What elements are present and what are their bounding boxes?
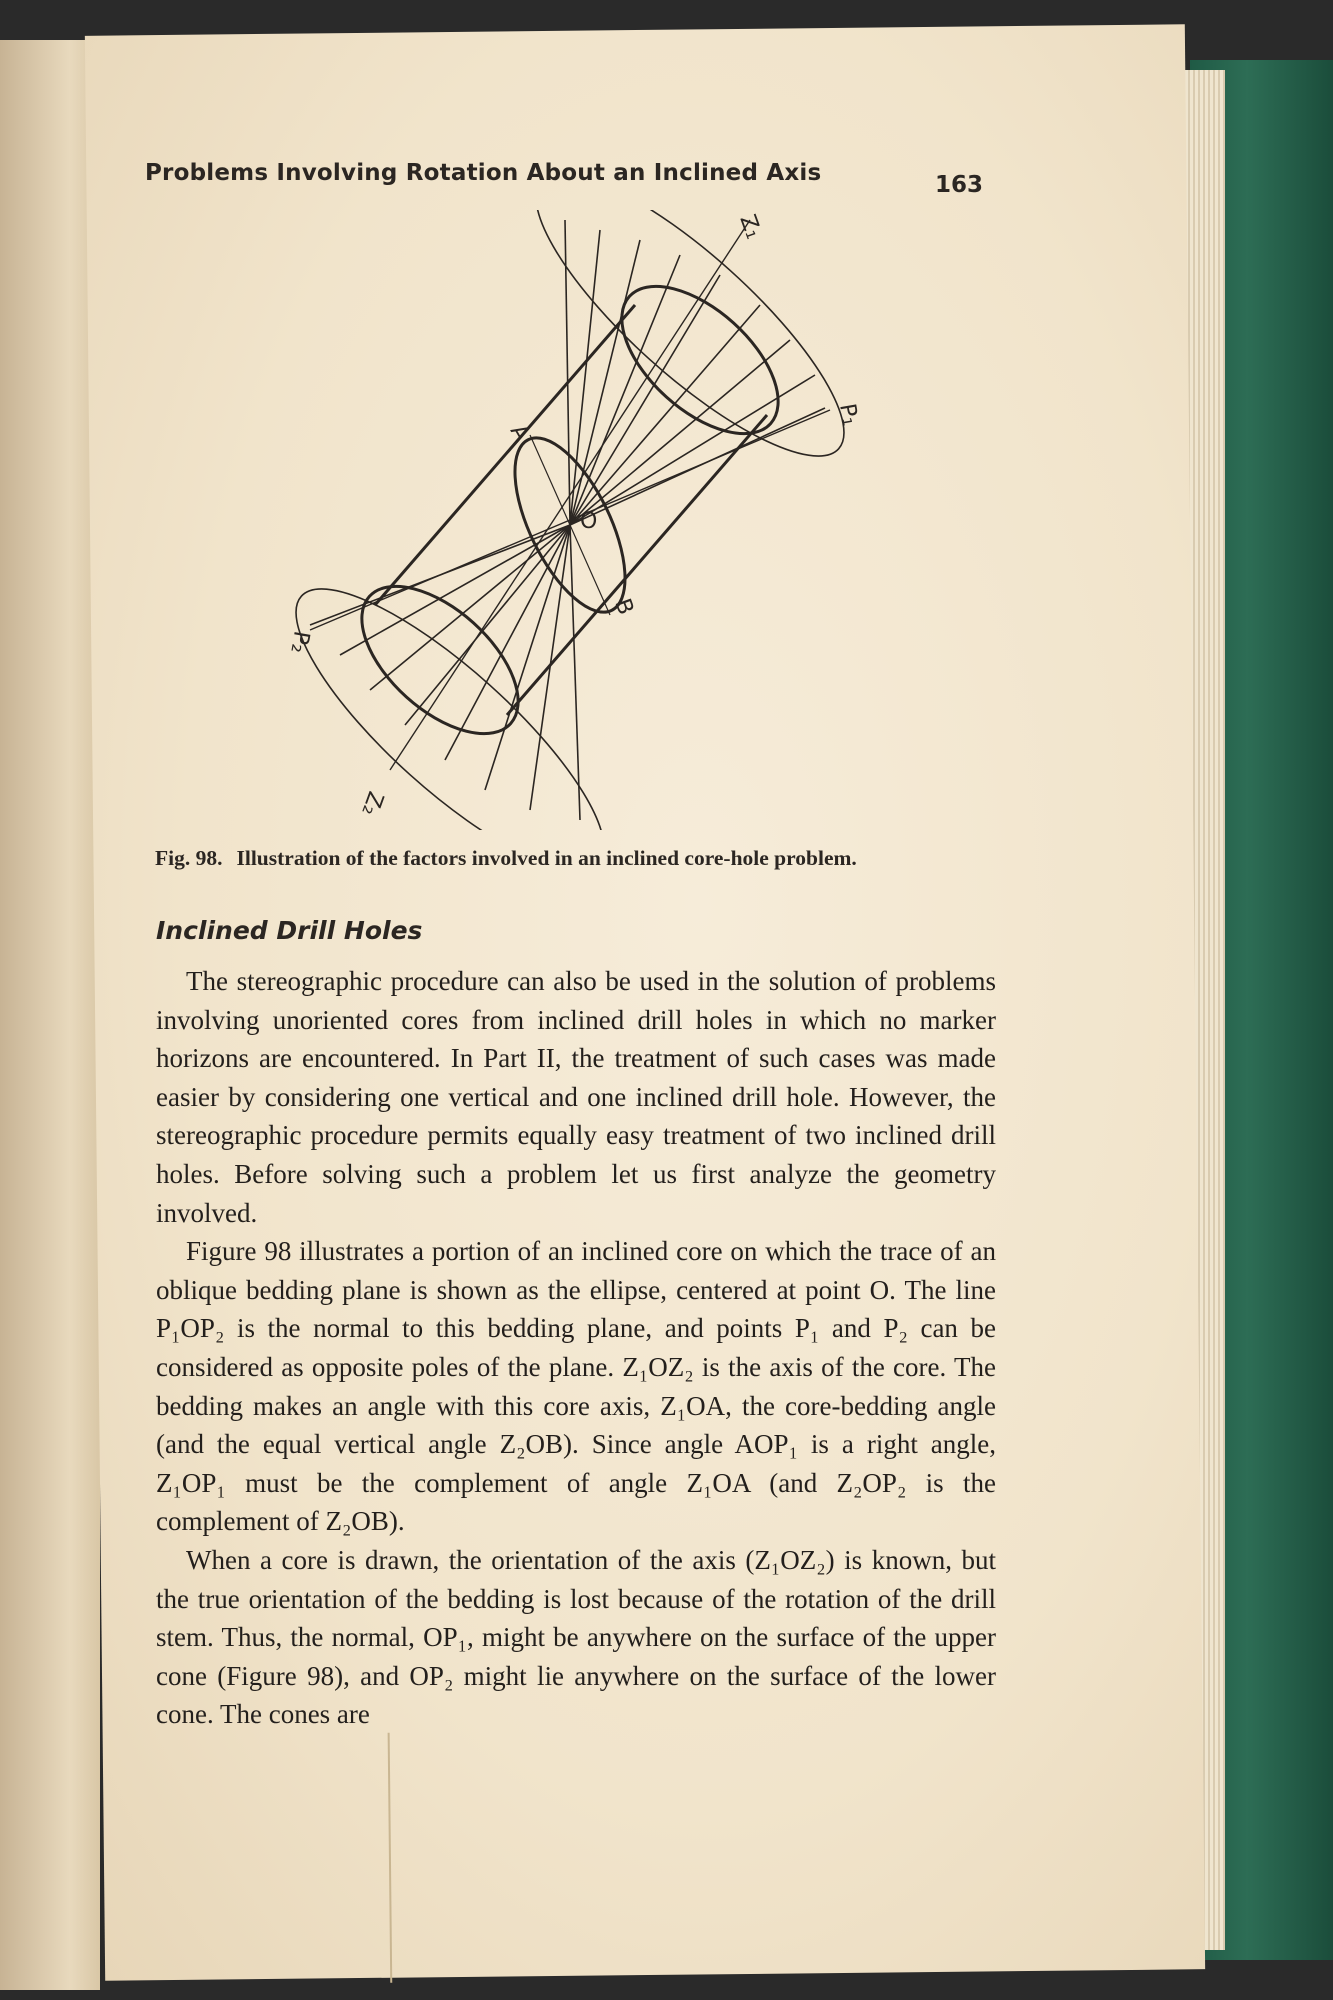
caption-text: Illustration of the factors involved in an inclined core-hole problem.	[236, 846, 857, 870]
line-ab	[530, 435, 610, 615]
figure-caption	[155, 846, 1015, 871]
bedding-normal	[310, 410, 830, 630]
page-tear	[388, 1733, 399, 1983]
paragraph-2: Figure 98 illustrates a portion of an inclined core on which the trace of an oblique bedding plane is shown as the ellipse, centered at point O. The line P₁OP₂ is the normal to this bedding plane, and points P₁ and P₂ can be considered as opposite poles of the plane. Z₁OZ₂ is the axis of the core. The bedding makes an angle with this core axis, Z₁OA, the core-bedding angle (and the equal vertical angle Z₂OB). Since angle AOP₁ is a right angle, Z₁OP₁ must be the complement of angle Z₁OA (and Z₂OP₂ is the complement of Z₂OB).	[156, 1236, 996, 1537]
lower-cone-rim	[270, 552, 639, 830]
section-heading: Inclined Drill Holes	[156, 916, 423, 945]
left-page-edge	[0, 40, 100, 1990]
label-z2: Z₂	[356, 787, 388, 819]
label-z1: Z₁	[734, 211, 767, 243]
caption-number: Fig. 98.	[155, 846, 223, 870]
label-b: B	[609, 595, 639, 619]
figure-98	[270, 210, 890, 830]
page-number: 163	[935, 172, 984, 198]
paragraph-3: When a core is drawn, the orientation of the axis (Z₁OZ₂) is known, but the true orientation of the bedding is lost because of the rotation of the drill stem. Thus, the normal, OP₁, might be anywhere on the surface of the upper cone (Figure 98), and OP₂ might lie anywhere on the surface of the lower cone. The cones are	[156, 1544, 996, 1730]
body-text	[156, 962, 996, 1734]
label-p1: P₁	[834, 401, 863, 428]
paragraph-1: The stereographic procedure can also be used in the solution of problems involving unoriented cores from inclined drill holes in which no marker horizons are encountered. In Part II, the treatment of such cases was made easier by considering one vertical and one inclined drill hole. However, the stereographic procedure permits equally easy treatment of two inclined drill holes. Before solving such a problem let us first analyze the geometry involved.	[156, 966, 996, 1228]
core-diagram	[270, 210, 890, 830]
core-bottom-ellipse	[336, 559, 544, 760]
label-o: O	[580, 509, 598, 534]
label-a: A	[504, 420, 534, 447]
running-head: Problems Involving Rotation About an Inclined Axis	[145, 160, 822, 186]
label-p2: P₂	[285, 628, 314, 656]
